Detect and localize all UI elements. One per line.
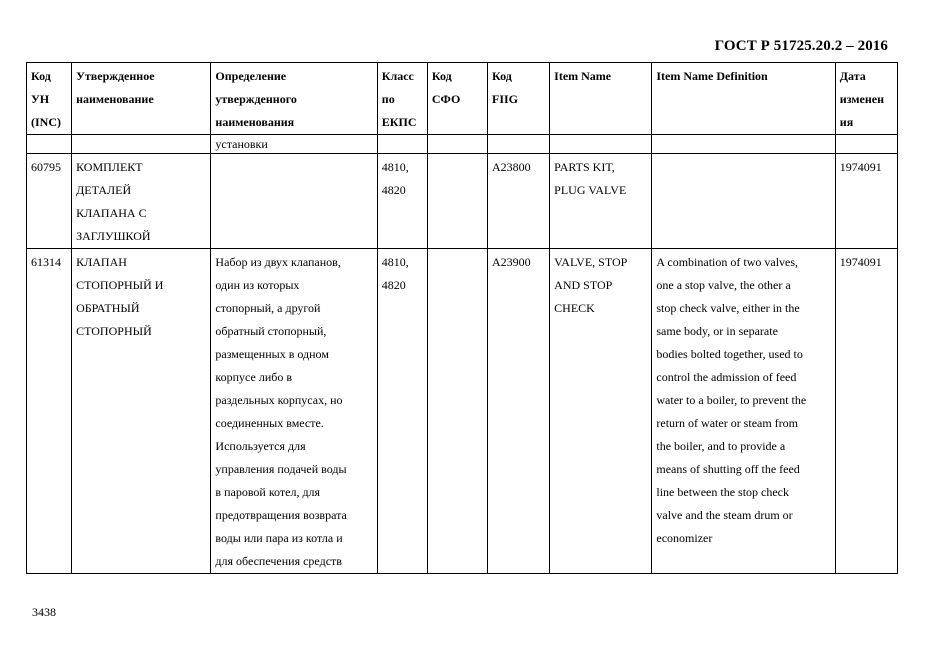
- item-name-cell: [550, 249, 652, 574]
- cell-text: 60795: [31, 160, 61, 174]
- item-definition-cell: [652, 135, 835, 154]
- col-definition-header: [211, 63, 377, 135]
- class-cell: [377, 135, 427, 154]
- sfo-cell: [427, 154, 487, 249]
- sfo-cell: [427, 135, 487, 154]
- cell-text: предотвращения возврата: [215, 508, 347, 522]
- cell-text: 4810,: [381, 160, 409, 174]
- change-date-cell: [835, 135, 897, 154]
- cell-text: Набор из двух клапанов,: [215, 255, 341, 269]
- cell-text: control the admission of feed: [656, 370, 797, 384]
- fiig-cell: [488, 154, 550, 249]
- cell-text: valve and the steam drum or: [656, 508, 793, 522]
- header-text: наименование: [76, 92, 154, 106]
- cell-text: установки: [215, 137, 268, 151]
- cell-text: СТОПОРНЫЙ: [76, 324, 152, 338]
- header-text: Код: [31, 69, 51, 83]
- cell-text: соединенных вместе.: [215, 416, 324, 430]
- header-text: FIIG: [492, 92, 519, 106]
- header-text: УН: [31, 92, 50, 106]
- cell-text: 1974091: [839, 160, 882, 174]
- definition-cell: [211, 135, 377, 154]
- cell-text: ОБРАТНЫЙ: [76, 301, 140, 315]
- col-item-definition-header: [652, 63, 835, 135]
- cell-text: обратный стопорный,: [215, 324, 327, 338]
- col-approved-name-header: [72, 63, 211, 135]
- cell-text: A23900: [492, 255, 531, 269]
- cell-text: КЛАПАН: [76, 255, 127, 269]
- cell-text: PLUG VALVE: [554, 183, 627, 197]
- cell-text: КОМПЛЕКТ: [76, 160, 143, 174]
- fiig-cell: [488, 135, 550, 154]
- fiig-cell: [488, 249, 550, 574]
- header-text: утвержденного: [215, 92, 297, 106]
- col-sfo-header: [427, 63, 487, 135]
- cell-text: СТОПОРНЫЙ И: [76, 278, 164, 292]
- cell-text: stop check valve, either in the: [656, 301, 800, 315]
- header-text: Утвержденное: [76, 69, 155, 83]
- header-text: (INC): [31, 115, 61, 129]
- class-cell: [377, 249, 427, 574]
- header-text: ЕКПС: [381, 115, 417, 129]
- document-title: ГОСТ Р 51725.20.2 – 2016: [714, 38, 888, 54]
- cell-text: means of shutting off the feed: [656, 462, 800, 476]
- cell-text: размещенных в одном: [215, 347, 329, 361]
- cell-text: economizer: [656, 531, 713, 545]
- cell-text: в паровой котел, для: [215, 485, 321, 499]
- col-fiig-header: [488, 63, 550, 135]
- cell-text: 4820: [381, 278, 406, 292]
- cell-text: CHECK: [554, 301, 595, 315]
- cell-text: AND STOP: [554, 278, 613, 292]
- approved-name-cell: [72, 135, 211, 154]
- class-cell: [377, 154, 427, 249]
- cell-text: PARTS KIT,: [554, 160, 615, 174]
- cell-text: A combination of two valves,: [656, 255, 799, 269]
- cell-text: ДЕТАЛЕЙ: [76, 183, 132, 197]
- cell-text: return of water or steam from: [656, 416, 798, 430]
- cell-text: A23800: [492, 160, 531, 174]
- header-text: ия: [839, 115, 854, 129]
- cell-text: one a stop valve, the other a: [656, 278, 791, 292]
- cell-text: КЛАПАНА С: [76, 206, 147, 220]
- cell-text: water to a boiler, to prevent the: [656, 393, 807, 407]
- item-name-cell: [550, 135, 652, 154]
- cell-text: один из которых: [215, 278, 300, 292]
- cell-text: 4820: [381, 183, 406, 197]
- approved-name-cell: [72, 154, 211, 249]
- page-number: 3438: [32, 605, 56, 619]
- inc-cell: [27, 135, 72, 154]
- sfo-cell: [427, 249, 487, 574]
- definition-cell: [211, 154, 377, 249]
- cell-text: раздельных корпусах, но: [215, 393, 343, 407]
- cell-text: line between the stop check: [656, 485, 790, 499]
- header-text: по: [381, 92, 395, 106]
- inc-cell: [27, 249, 72, 574]
- col-class-header: [377, 63, 427, 135]
- table-header-row: [27, 63, 898, 135]
- table-row: [27, 154, 898, 249]
- classification-table: [26, 62, 898, 574]
- item-name-cell: [550, 154, 652, 249]
- cell-text: для обеспечения средств: [215, 554, 342, 568]
- cell-text: same body, or in separate: [656, 324, 778, 338]
- cell-text: ЗАГЛУШКОЙ: [76, 229, 151, 243]
- table-row: [27, 249, 898, 574]
- definition-cell: [211, 249, 377, 574]
- cell-text: the boiler, and to provide a: [656, 439, 786, 453]
- cell-text: 4810,: [381, 255, 409, 269]
- change-date-cell: [835, 154, 897, 249]
- change-date-cell: [835, 249, 897, 574]
- cell-text: 1974091: [839, 255, 882, 269]
- cell-text: VALVE, STOP: [554, 255, 628, 269]
- cell-text: воды или пара из котла и: [215, 531, 343, 545]
- col-inc-header: [27, 63, 72, 135]
- cell-text: управления подачей воды: [215, 462, 347, 476]
- header-text: Item Name: [554, 69, 612, 83]
- item-definition-cell: [652, 249, 835, 574]
- col-change-date-header: [835, 63, 897, 135]
- header-text: изменен: [839, 92, 885, 106]
- header-text: Дата: [839, 69, 866, 83]
- header-text: СФО: [431, 92, 461, 106]
- cell-text: 61314: [31, 255, 61, 269]
- cell-text: стопорный, а другой: [215, 301, 321, 315]
- inc-cell: [27, 154, 72, 249]
- item-definition-cell: [652, 154, 835, 249]
- header-text: Код: [431, 69, 452, 83]
- approved-name-cell: [72, 249, 211, 574]
- header-text: Код: [492, 69, 512, 83]
- cell-text: корпусе либо в: [215, 370, 293, 384]
- table-row: [27, 135, 898, 154]
- header-text: Определение: [215, 69, 287, 83]
- header-text: Класс: [381, 69, 414, 83]
- cell-text: bodies bolted together, used to: [656, 347, 803, 361]
- col-item-name-header: [550, 63, 652, 135]
- header-text: Item Name Definition: [656, 69, 768, 83]
- header-text: наименования: [215, 115, 295, 129]
- cell-text: Используется для: [215, 439, 306, 453]
